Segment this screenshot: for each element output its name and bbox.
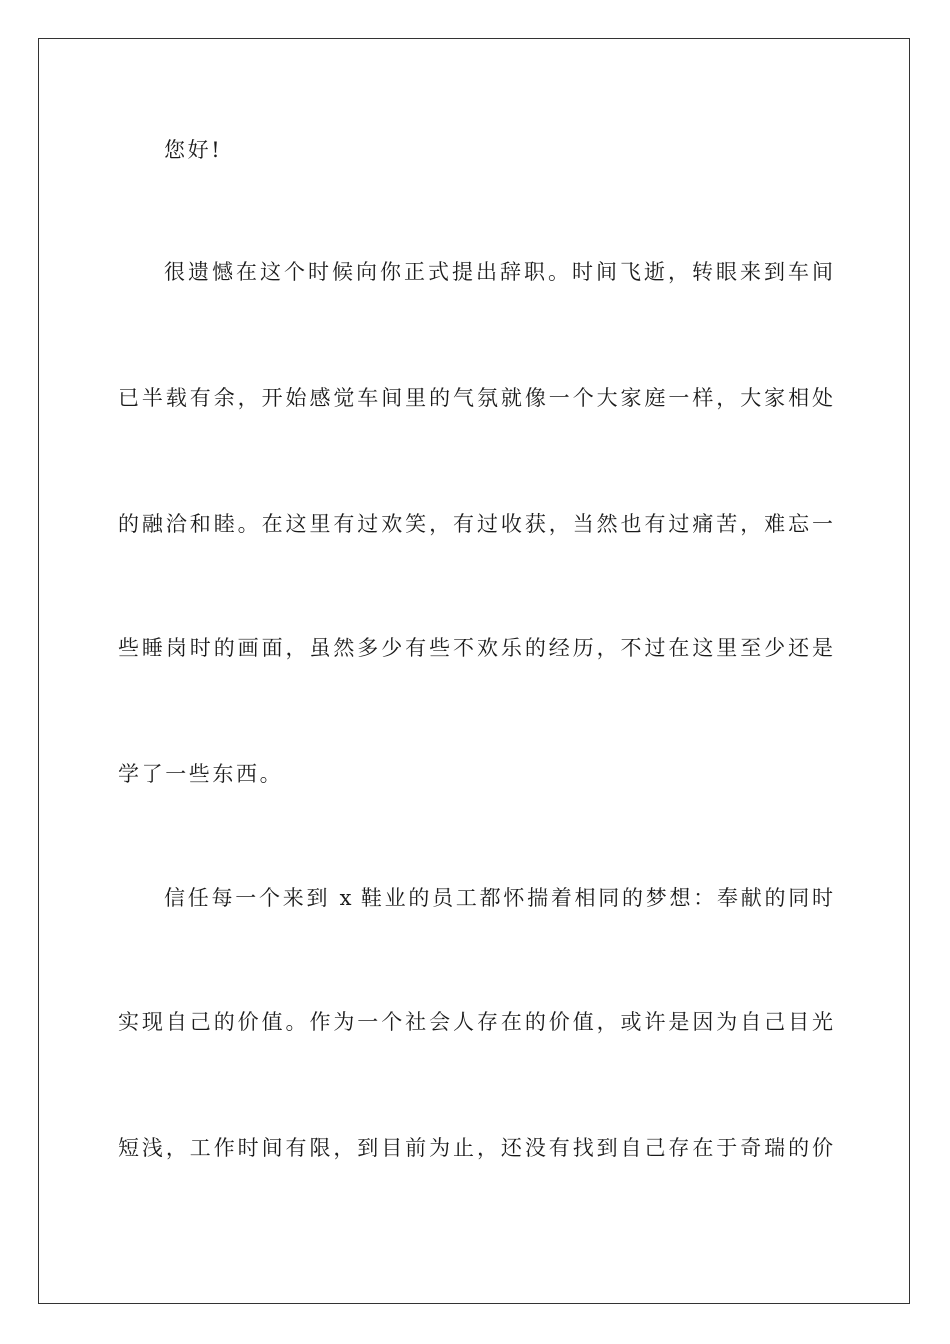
paragraph-1-line-4: 些睡岗时的画面，虽然多少有些不欢乐的经历，不过在这里至少还是 [118,636,833,660]
page-frame [38,38,910,1304]
paragraph-2-line-2: 实现自己的价值。作为一个社会人存在的价值，或许是因为自己目光 [118,1010,833,1034]
paragraph-2-line-1: 信任每一个来到 x 鞋业的员工都怀揣着相同的梦想：奉献的同时 [164,886,833,910]
paragraph-1-line-2: 已半载有余，开始感觉车间里的气氛就像一个大家庭一样，大家相处 [118,386,833,410]
paragraph-2-line-3: 短浅，工作时间有限，到目前为止，还没有找到自己存在于奇瑞的价 [118,1136,833,1160]
paragraph-1-line-3: 的融洽和睦。在这里有过欢笑，有过收获，当然也有过痛苦，难忘一 [118,512,833,536]
paragraph-1-line-1: 很遗憾在这个时候向你正式提出辞职。时间飞逝，转眼来到车间 [164,260,833,284]
paragraph-1-line-5: 学了一些东西。 [118,762,284,786]
greeting-line: 您好! [164,138,223,162]
